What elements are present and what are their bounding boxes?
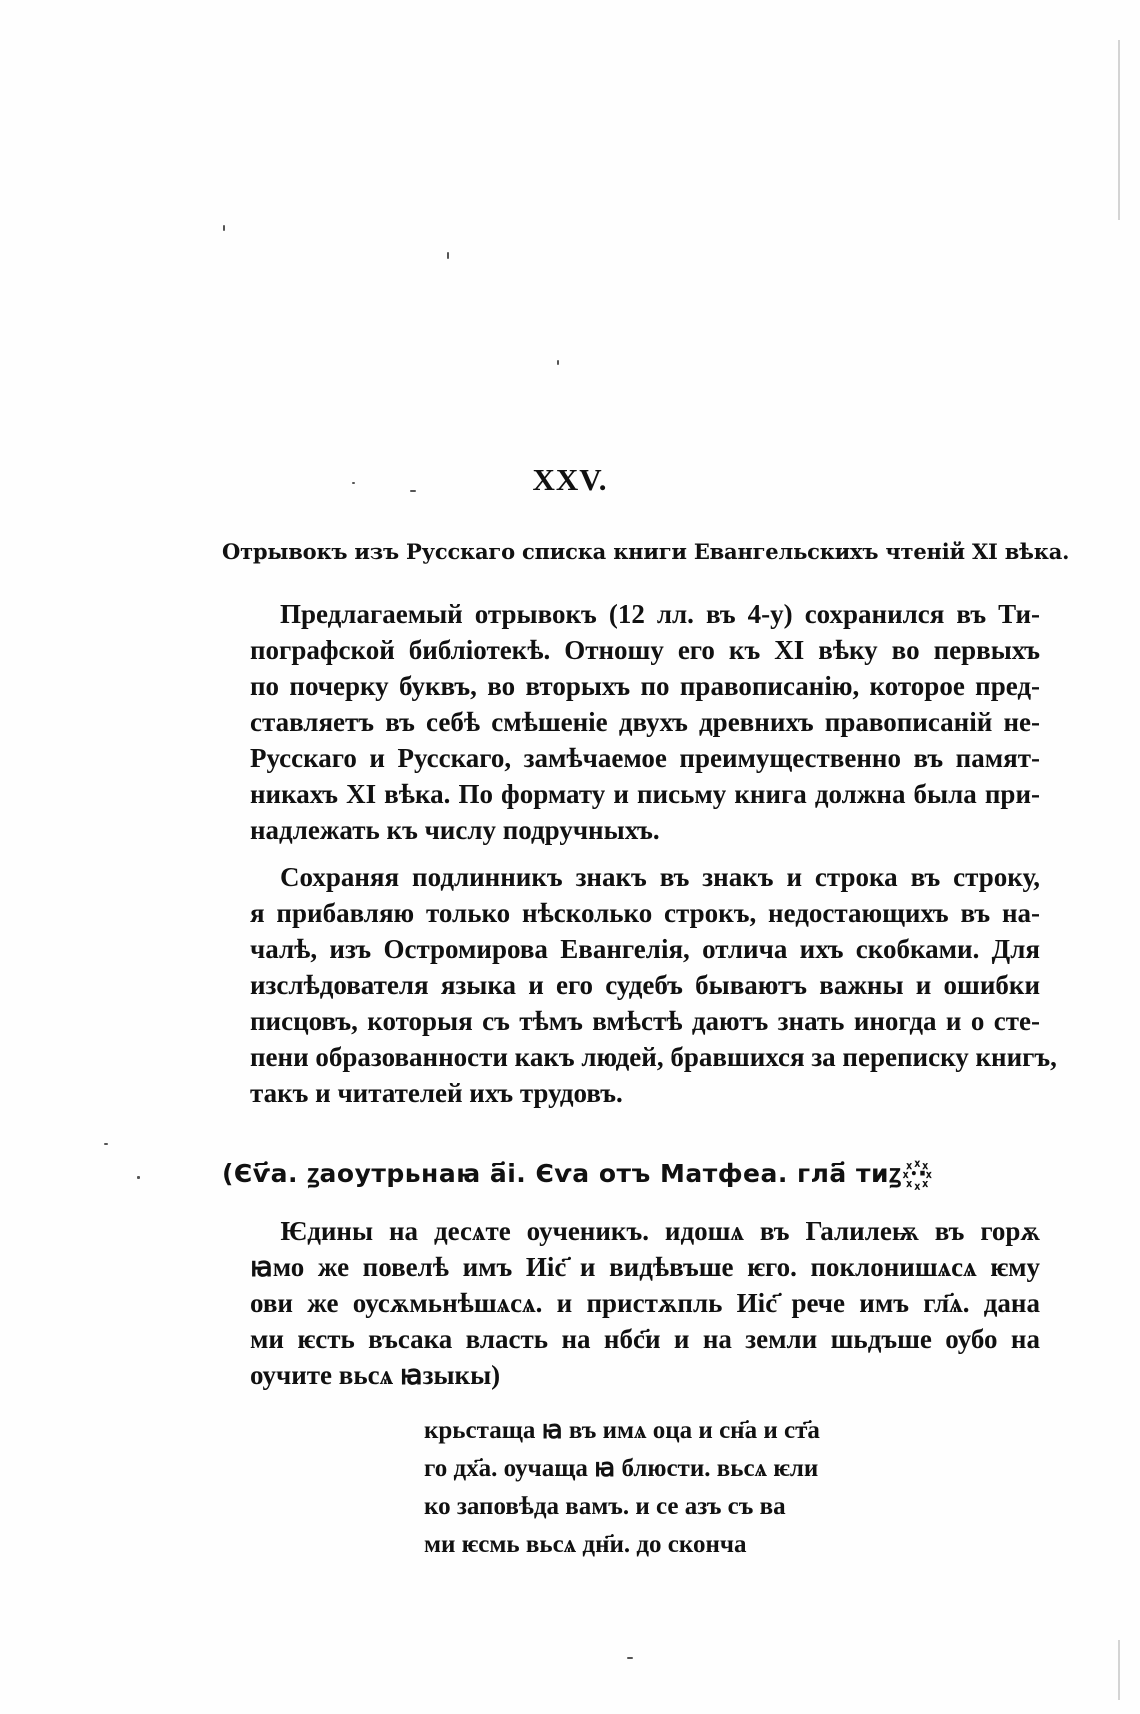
slavonic-line: ови же оусѫмьнѣшѧсѧ. и пристѫпль Иіс҃ рече имъ гл҃ѧ. дана [250,1288,1040,1318]
page-edge-shadow [1118,40,1120,220]
chapter-number: XXV. [532,462,608,497]
text-line: никахъ XI вѣка. По формату и письму книга должна была при- [250,779,1040,809]
text-line: писцовъ, которыя съ тѣмъ вмѣстѣ даютъ знать иногда и о сте- [250,1006,1040,1036]
text-line: такъ и читателей ихъ трудовъ. [250,1078,623,1108]
text-line: я прибавляю только нѣсколько строкъ, недостающихъ въ на- [250,898,1040,928]
text-line: пени образованности какъ людей, бравшихся за переписку книгъ, [250,1042,1057,1072]
text-line: пографской библіотекѣ. Отношу его къ XI вѣку во первыхъ [250,635,1040,665]
text-line: надлежать къ числу подручныхъ. [250,815,660,845]
scan-speck [557,360,559,365]
scan-speck [104,1143,108,1145]
chapter-subtitle: Отрывокъ изъ Русскаго списка книги Евангельскихъ чтеній XI вѣка. [222,539,1070,564]
scan-speck [137,1176,140,1179]
text-line: изслѣдователя языка и его судебъ бываютъ важны и ошибки [250,970,1040,1000]
slavonic-line: Ѥдины на десѧте оученикъ. идошѧ въ Галилеѭ въ горѫ [280,1216,1040,1246]
slavonic-column-block [424,1412,894,1564]
method-paragraph [250,859,1057,1111]
slavonic-line: оучите вьсѧ ꙗзыкы) [250,1360,501,1390]
scan-speck [447,252,449,259]
slavonic-line: ми ѥсмь вьсѧ дн҃и. до скончa [424,1531,747,1558]
page-edge-shadow [1118,1640,1120,1700]
text-line: ставляетъ въ себѣ смѣшеніе двухъ древнихъ правописаній не- [250,707,1040,737]
slavonic-line: ко заповѣда вамъ. и се азъ съ ва [424,1493,786,1520]
slavonic-line: ми ѥсть въсака власть на нбс҃и и на земли шьдъше оубо на [250,1324,1040,1354]
slavonic-text-block [250,1213,1040,1393]
gospel-rubric: (Єѵ҃а. ꙁаоутрьнаꙗ а҃і. Єѵа отъ Матфеа. гла҃ тиꙁ ·꙰· [222,1159,928,1188]
text-line: Русскаго и Русскаго, замѣчаемое преимущественно въ памят- [250,743,1040,773]
text-line: чалѣ, изъ Остромирова Евангелія, отлича ихъ скобками. Для [250,934,1040,964]
text-line: Предлагаемый отрывокъ (12 лл. въ 4-у) сохранился въ Ти- [280,599,1040,629]
text-line: по почерку буквъ, во вторыхъ по правописанію, которое пред- [250,671,1040,701]
intro-paragraph [250,596,1040,848]
text-line: Сохраняя подлинникъ знакъ въ знакъ и строка въ строку, [280,862,1040,892]
slavonic-line: ꙗмо же повелѣ имъ Иіс҃ и видѣвъше ѥго. поклонишѧсѧ ѥму [250,1252,1040,1282]
slavonic-line: крьстаща ꙗ въ имѧ оца и сн҃а и ст҃а [424,1417,820,1444]
scan-speck [627,1657,633,1659]
scan-speck [223,225,225,231]
slavonic-line: го дх҃а. оучаща ꙗ блюсти. вьсѧ ѥли [424,1455,819,1482]
